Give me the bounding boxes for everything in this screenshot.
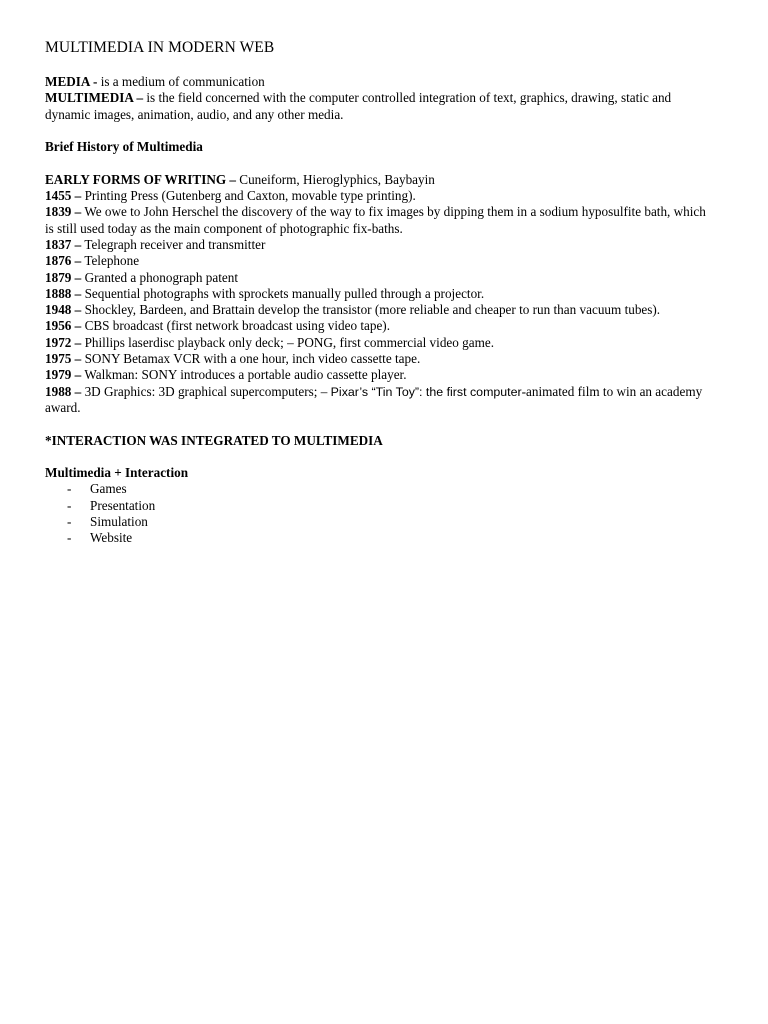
timeline-entry-1837 (45, 237, 715, 253)
timeline-text: 3D Graphics: 3D graphical supercomputers; – (81, 383, 331, 399)
definition-text: is the field concerned with the computer controlled integration of text, graphics, drawing, static and dynamic images, animation, audio, and any other media. (45, 90, 672, 122)
timeline-text: SONY Betamax VCR with a one hour, inch video cassette tape. (81, 351, 421, 367)
timeline-text: Telegraph receiver and transmitter (81, 236, 266, 252)
document-page (45, 39, 715, 547)
definition-text: is a medium of communication (97, 74, 265, 89)
timeline-entry-1979 (45, 367, 715, 383)
interaction-list (45, 481, 715, 546)
timeline-entry-1876 (45, 253, 715, 269)
interaction-heading (45, 465, 715, 481)
timeline-year: 1879 – (45, 269, 82, 285)
spacer (45, 123, 715, 139)
timeline-text: -animated film to win an academy award. (45, 383, 703, 415)
early-forms-term: EARLY FORMS OF WRITING – (45, 171, 236, 187)
spacer (45, 416, 715, 432)
timeline-entry-1975 (45, 351, 715, 367)
timeline-text: CBS broadcast (first network broadcast using video tape). (81, 318, 390, 334)
history-heading (45, 139, 715, 155)
timeline-text: Telephone (81, 253, 140, 269)
timeline-text: Phillips laserdisc playback only deck; – PONG, first commercial video game. (81, 334, 495, 350)
timeline-entry-1888 (45, 286, 715, 302)
early-forms-text: Cuneiform, Hieroglyphics, Baybayin (236, 171, 435, 187)
timeline-year: 1837 – (45, 236, 82, 252)
timeline-year: 1876 – (45, 253, 82, 269)
timeline-text-pixar: Pixar’s “Tin Toy”: the first computer (330, 384, 522, 399)
list-item-text: Games (90, 481, 127, 497)
timeline-entry-1839 (45, 204, 715, 237)
definition-term: MEDIA - (45, 74, 98, 89)
early-forms-entry (45, 172, 715, 188)
timeline-year: 1839 – (45, 204, 82, 220)
timeline-text: Walkman: SONY introduces a portable audio cassette player. (81, 367, 407, 383)
timeline-entry-1879 (45, 270, 715, 286)
list-item (45, 498, 715, 514)
timeline-entry-1972 (45, 335, 715, 351)
timeline-year: 1975 – (45, 351, 82, 367)
list-item-text: Website (90, 530, 133, 546)
timeline-entry-1455 (45, 188, 715, 204)
bullet-dash: - (67, 481, 72, 497)
definition-term: MULTIMEDIA – (45, 90, 144, 106)
spacer (45, 449, 715, 465)
timeline-year: 1888 – (45, 285, 82, 301)
definition-media (45, 74, 715, 90)
interaction-heading-text: Multimedia + Interaction (45, 465, 189, 481)
interaction-note (45, 433, 715, 449)
timeline-text: Sequential photographs with sprockets manually pulled through a projector. (81, 285, 485, 301)
timeline-year: 1972 – (45, 334, 82, 350)
timeline-text: Shockley, Bardeen, and Brattain develop the transistor (more reliable and cheaper to run than vacuum tubes). (81, 302, 661, 318)
timeline-entry-1948 (45, 302, 715, 318)
bullet-dash: - (67, 497, 72, 513)
timeline-year: 1956 – (45, 318, 82, 334)
timeline-year: 1979 – (45, 367, 82, 383)
timeline-text: We owe to John Herschel the discovery of the way to fix images by dipping them in a sodium hyposulfite bath, which is still used today as the main component of photographic fix-baths. (45, 204, 706, 236)
interaction-note-text: *INTERACTION WAS INTEGRATED TO MULTIMEDIA (45, 432, 383, 448)
document-title: MULTIMEDIA IN MODERN WEB (45, 39, 275, 56)
definition-multimedia (45, 90, 715, 123)
timeline-text: Granted a phonograph patent (81, 269, 238, 285)
list-item (45, 514, 715, 530)
list-item (45, 530, 715, 546)
list-item (45, 481, 715, 497)
spacer (45, 155, 715, 171)
timeline-year: 1455 – (45, 188, 82, 204)
timeline-year: 1948 – (45, 302, 82, 318)
timeline-entry-1988 (45, 384, 715, 417)
timeline-year: 1988 – (45, 383, 82, 399)
timeline-entry-1956 (45, 318, 715, 334)
bullet-dash: - (67, 530, 72, 546)
timeline-text: Printing Press (Gutenberg and Caxton, movable type printing). (81, 188, 416, 204)
list-item-text: Simulation (90, 514, 148, 530)
history-heading-text: Brief History of Multimedia (45, 139, 203, 155)
bullet-dash: - (67, 514, 72, 530)
list-item-text: Presentation (90, 497, 156, 513)
